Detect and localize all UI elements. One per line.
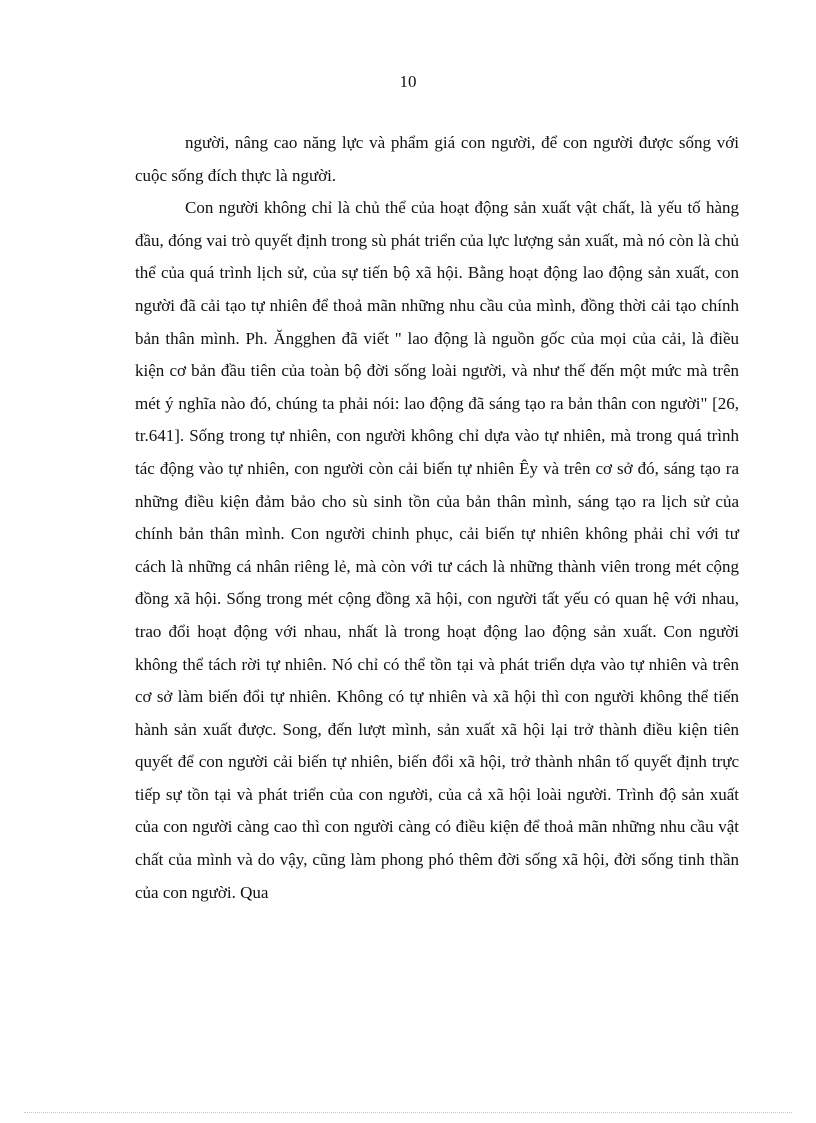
page-bottom-divider <box>24 1112 792 1113</box>
paragraph-main: Con người không chỉ là chủ thể của hoạt động sản xuất vật chất, là yếu tố hàng đầu, đóng vai trò quyết định trong sù phát triển của lực lượng sản xuất, mà nó còn là chủ thể của quá trình lịch sử, của sự tiến bộ xã hội. Bằng hoạt động lao động sản xuất, con người đã cải tạo tự nhiên để thoả mãn những nhu cầu của mình, đồng thời cải tạo chính bản thân mình. Ph. Ăngghen đã viết " lao động là nguồn gốc của mọi của cải, là điều kiện cơ bản đầu tiên của toàn bộ đời sống loài người, và như thế đến một mức mà trên mét ý nghĩa nào đó, chúng ta phải nói: lao động đã sáng tạo ra bản thân con người" [26, tr.641]. Sống trong tự nhiên, con người không chỉ dựa vào tự nhiên, mà trong quá trình tác động vào tự nhiên, con người còn cải biến tự nhiên Êy và trên cơ sở đó, sáng tạo ra những điều kiện đảm bảo cho sù sinh tồn của bản thân mình, sáng tạo ra lịch sử của chính bản thân mình. Con người chinh phục, cải biến tự nhiên không phải chỉ với tư cách là những cá nhân riêng lẻ, mà còn với tư cách là những thành viên trong mét cộng đồng xã hội. Sống trong mét cộng đồng xã hội, con người tất yếu có quan hệ với nhau, trao đổi hoạt động với nhau, nhất là trong hoạt động lao động sản xuất. Con người không thể tách rời tự nhiên. Nó chỉ có thể tồn tại và phát triển dựa vào tự nhiên và trên cơ sở làm biến đổi tự nhiên. Không có tự nhiên và xã hội thì con người không thể tiến hành sản xuất được. Song, đến lượt mình, sản xuất xã hội lại trở thành điều kiện tiên quyết để con người cải biến tự nhiên, biến đổi xã hội, trở thành nhân tố quyết định trực tiếp sự tồn tại và phát triển của con người, của cả xã hội loài người. Trình độ sản xuất của con người càng cao thì con người càng có điều kiện để thoả mãn những nhu cầu vật chất của mình và do vậy, cũng làm phong phó thêm đời sống xã hội, đời sống tinh thần của con người. Qua <box>135 198 739 902</box>
paragraph-continuation: người, nâng cao năng lực và phẩm giá con người, để con người được sống với cuộc sống đích thực là người. <box>135 133 739 185</box>
page-number: 10 <box>399 72 417 91</box>
document-body <box>135 127 739 909</box>
